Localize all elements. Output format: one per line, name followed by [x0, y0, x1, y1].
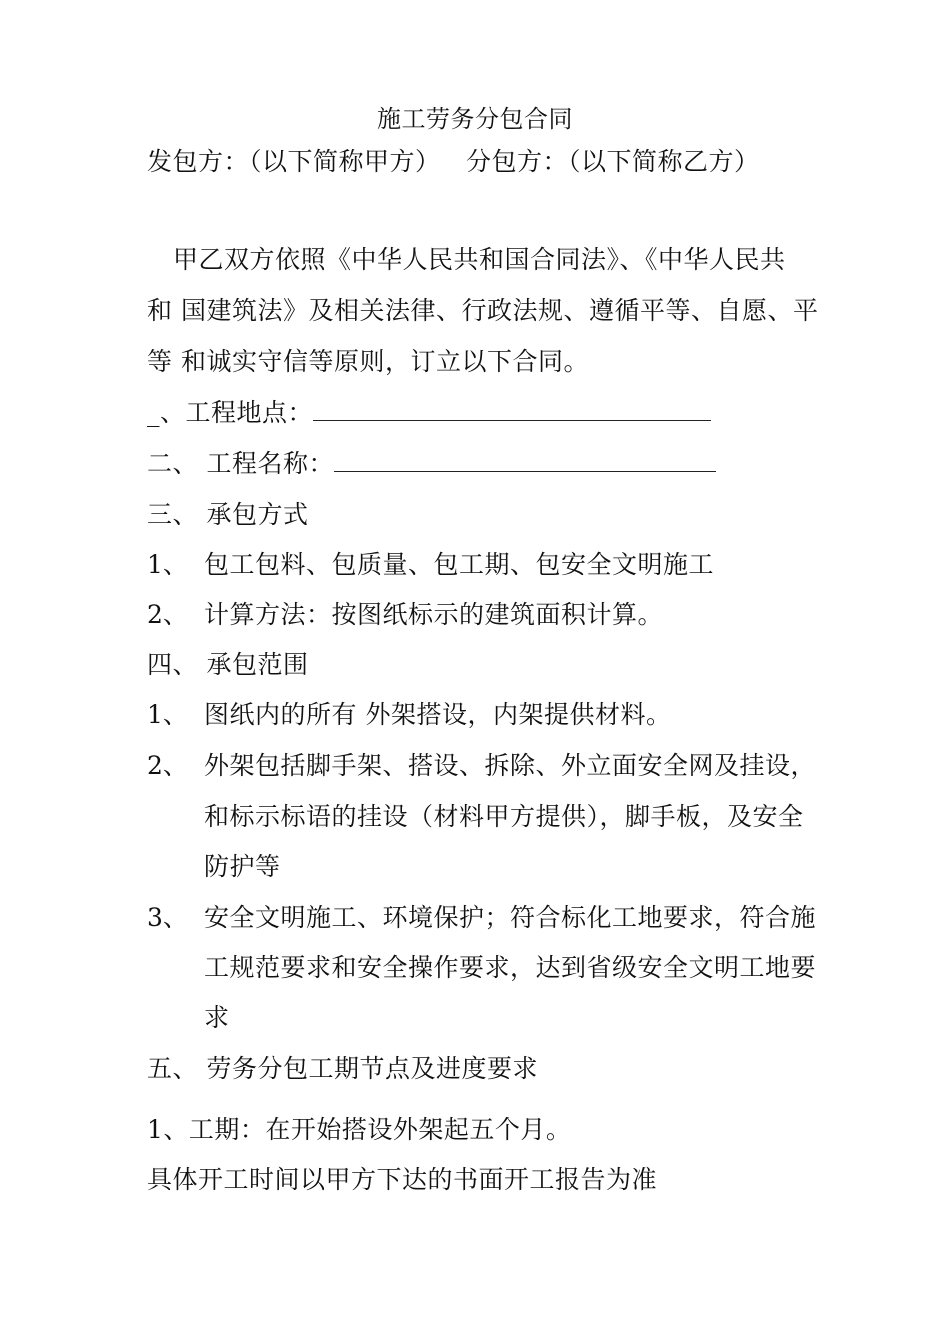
document-title: 施工劳务分包合同	[377, 105, 573, 133]
list-item: 图纸内的所有 外架搭设，内架提供材料。	[204, 700, 672, 729]
list-item: 计算方法：按图纸标示的建筑面积计算。	[204, 600, 664, 629]
list-item-line: 安全文明施工、环境保护；符合标化工地要求，符合施	[204, 903, 817, 932]
list-number: 2、	[147, 600, 188, 629]
project-location-label: _、工程地点：	[147, 398, 314, 427]
list-item-line: 求	[204, 1003, 230, 1032]
construction-period: 1、工期：在开始搭设外架起五个月。	[147, 1115, 572, 1144]
list-item-line: 外架包括脚手架、搭设、拆除、外立面安全网及挂设，	[204, 751, 817, 780]
preamble-line-2: 和 国建筑法》及相关法律、行政法规、遵循平等、自愿、平	[147, 296, 819, 325]
list-number: 1、	[147, 550, 188, 579]
section-3-heading: 三、 承包方式	[147, 500, 309, 529]
preamble-line-1: 甲乙双方依照《中华人民共和国合同法》、《中华人民共	[173, 245, 786, 274]
list-number: 1、	[147, 700, 188, 729]
preamble-line-3: 等 和诚实守信等原则，订立以下合同。	[147, 347, 589, 376]
subcontractor-party: 分包方：（以下简称乙方）	[466, 147, 760, 176]
list-number: 3、	[147, 903, 188, 932]
project-location-row	[147, 398, 711, 428]
list-item-line: 工规范要求和安全操作要求，达到省级安全文明工地要	[204, 953, 817, 982]
list-item: 包工包料、包质量、包工期、包安全文明施工	[204, 550, 715, 579]
list-number: 2、	[147, 751, 188, 780]
project-name-row	[147, 449, 716, 479]
project-name-blank	[334, 451, 716, 472]
list-item-line: 防护等	[204, 852, 281, 881]
list-item-line: 和标示标语的挂设（材料甲方提供），脚手板，及安全	[204, 802, 804, 831]
project-location-blank	[313, 400, 711, 421]
employer-party: 发包方：（以下简称甲方）	[147, 147, 441, 176]
project-name-label: 二、 工程名称：	[147, 449, 334, 478]
section-5-heading: 五、 劳务分包工期节点及进度要求	[147, 1054, 538, 1083]
start-date-note: 具体开工时间以甲方下达的书面开工报告为准	[147, 1165, 658, 1194]
section-4-heading: 四、 承包范围	[147, 650, 309, 679]
